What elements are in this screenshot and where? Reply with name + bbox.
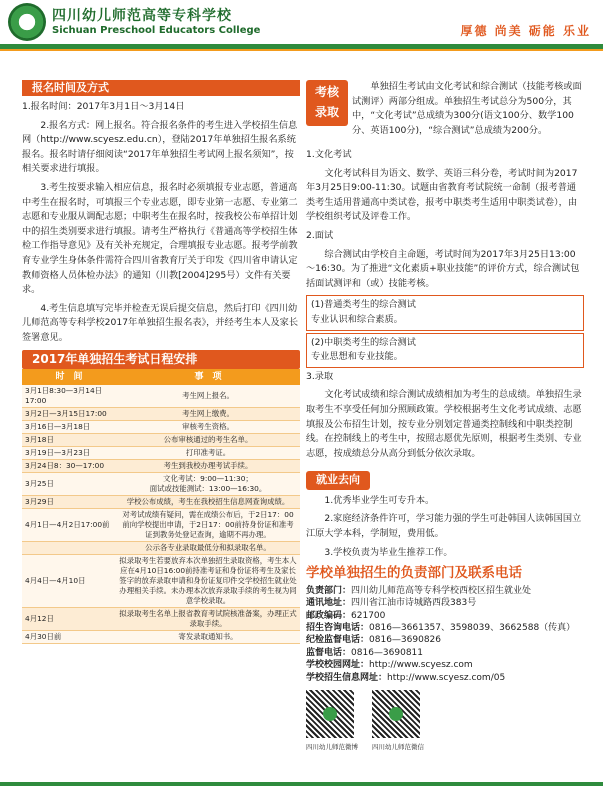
schedule-time: 3月1日8:30—3月14日17:00	[22, 385, 116, 408]
schedule-time: 4月1日—4月2日17:00前	[22, 508, 116, 541]
schedule-row	[22, 495, 300, 508]
schedule-row	[22, 630, 300, 643]
schedule-event: 公示各专业录取最低分和拟录取名单。	[116, 541, 300, 554]
schedule-event: 打印准考证。	[116, 446, 300, 459]
contact-line	[306, 659, 584, 671]
schedule-time: 3月24日8：30—17:00	[22, 459, 116, 472]
right-column	[306, 148, 584, 755]
contact-line	[306, 647, 584, 659]
vocational-box: (2)中职类考生的综合测试 专业思想和专业技能。	[306, 333, 584, 368]
schedule-event: 考生网上报名。	[116, 385, 300, 408]
contact-value: 0816—3690826	[369, 635, 442, 646]
schedule-event: 对考试成绩有疑问，需在成绩公布后，于2日17：00前向学校提出申请，于2日17：00前持身份证和准考证到教务处登记查询，逾期不再办理。	[116, 508, 300, 541]
schedule-col-time: 时 间	[22, 369, 116, 385]
schedule-time: 3月16日—3月18日	[22, 420, 116, 433]
contact-label: 纪检监督电话：	[306, 635, 370, 646]
schedule-row	[22, 420, 300, 433]
schedule-col-event: 事 项	[116, 369, 300, 385]
schedule-time: 4月12日	[22, 607, 116, 630]
contact-value: http://www.scyesz.com	[369, 660, 473, 671]
qr-weibo	[306, 690, 358, 755]
schedule-event: 考生到我校办理考试手续。	[116, 459, 300, 472]
registration-heading: 报名时间及方式	[22, 80, 300, 96]
qr-caption: 四川幼儿师范微信	[372, 743, 424, 752]
contact-line	[306, 672, 584, 684]
contact-line	[306, 634, 584, 646]
employment-item: 2.家庭经济条件许可，学习能力强的学生可赴韩国人读韩国国立江原大学本科，学制短，费用低。	[306, 513, 582, 540]
schedule-time: 3月25日	[22, 472, 116, 495]
schedule-row	[22, 508, 300, 541]
schedule-time	[22, 541, 116, 554]
registration-item: 2.报名方式：网上报名。符合报名条件的考生进入学校招生信息网（http://www.scyesz.edu.cn），登陆2017年单独招生报名系统报名。报名时请仔细阅读“2017年单独招生考试网上报名须知”，按相关要求进行填报。	[22, 119, 298, 175]
college-motto: 厚德 尚美 砺能 乐业	[460, 24, 591, 38]
employment-item: 1.优秀毕业学生可专升本。	[324, 494, 435, 506]
schedule-row	[22, 607, 300, 630]
employment-item: 3.学校负责为毕业生推荐工作。	[324, 546, 453, 558]
contact-line	[306, 610, 584, 622]
culture-heading: 1.文化考试	[306, 149, 352, 160]
schedule-event: 审核考生资格。	[116, 420, 300, 433]
schedule-row	[22, 385, 300, 408]
schedule-table	[22, 369, 300, 644]
schedule-time: 4月4日—4月10日	[22, 554, 116, 607]
contact-value: 0816—3690811	[351, 647, 424, 658]
schedule-time: 3月18日	[22, 433, 116, 446]
footer-bar	[0, 782, 603, 786]
contact-label: 招生咨询电话：	[306, 623, 370, 634]
schedule-row	[22, 459, 300, 472]
schedule-event: 学校公布成绩，考生在我校招生信息网查询成绩。	[116, 495, 300, 508]
exam-tag-text: 考核录取	[314, 85, 339, 119]
header-divider-accent	[0, 49, 603, 51]
schedule-event: 拟录取考生若要放弃本次单独招生录取资格，考生本人应在4月10日16:00前持准考证和身份证将考生及家长签字的放弃录取申请和身份证复印件交学校招生就业处办理相关手续。未办理本次放弃录取手续的考生视为同意学校录取。	[116, 554, 300, 607]
registration-item: 3.考生按要求输入相应信息，报名时必须填报专业志愿，普通高中考生在报名时，可填报三个专业志愿，即专业第一志愿、专业第二志愿和专业服从调配志愿；中职考生在报名时，按我校公布单招计划中的招生类别要求进行填报。请考生严格执行《普通高等学校招生体检工作指导意见》及有关补充规定，合理填报专业志愿。报考学前教育专业学生身体条件需符合四川省教育厅关于印发《四川省申请认定教师资格人员体检办法》的通知（川教[2004]295号）文件有关要求。	[22, 181, 298, 296]
qr-caption: 四川幼儿师范微博	[306, 743, 358, 752]
qr-codes	[306, 690, 584, 755]
schedule-time: 3月29日	[22, 495, 116, 508]
culture-text: 文化考试科目为语文、数学、英语三科分卷，考试时间为2017年3月25日9:00-11:30。试题由省教育考试院统一命制（报考普通类考生适用普通高中类试卷，报考中职类考生适用中职类试卷），由学校组织考试及评卷工作。	[306, 167, 578, 223]
exam-intro: 单独招生考试由文化考试和综合测试（技能考核或面试测评）两部分组成。单独招生考试总分为500分，其中，“文化考试”总成绩为300分(语文100分、数学100分、英语100分)，“综合测试”总成绩为200分。	[352, 81, 582, 136]
schedule-time: 3月19日—3月23日	[22, 446, 116, 459]
schedule-event: 寄发录取通知书。	[116, 630, 300, 643]
contact-label: 学校招生信息网址：	[306, 672, 388, 683]
qr-code-icon[interactable]	[306, 690, 354, 738]
exam-tag	[306, 80, 348, 126]
contact-value: 621700	[351, 610, 386, 621]
schedule-row	[22, 446, 300, 459]
schedule-row	[22, 433, 300, 446]
schedule-event: 考生网上缴费。	[116, 407, 300, 420]
qr-code-icon[interactable]	[372, 690, 420, 738]
interview-text: 综合测试由学校自主命题，考试时间为2017年3月25日13:00～16:30。为了推进“文化素质+职业技能”的评价方式，综合测试包括面试测评和（或）技能考核。	[306, 248, 580, 289]
schedule-row	[22, 554, 300, 607]
contact-list	[306, 585, 584, 684]
schedule-row	[22, 407, 300, 420]
interview-heading: 2.面试	[306, 229, 334, 241]
schedule-event: 拟录取考生名单上报省教育考试院核准备案，办理正式录取手续。	[116, 607, 300, 630]
contact-title: 学校单独招生的负责部门及联系电话	[306, 565, 522, 582]
contact-value: 四川省江油市诗城路西段383号	[351, 598, 477, 609]
schedule-row	[22, 541, 300, 554]
schedule-time: 3月2日—3月15日17:00	[22, 407, 116, 420]
registration-item: 1.报名时间：2017年3月1日～3月14日	[22, 101, 185, 112]
general-box: (1)普通类考生的综合测试 专业认识和综合素质。	[306, 295, 584, 330]
admission-text: 文化考试成绩和综合测试成绩相加为考生的总成绩。单独招生录取考生不享受任何加分照顾政策。学校根据考生文化考试成绩、志愿填报及公布招生计划，按专业分别划定普通类控制线和中职类控制线。在控制线上的考生中，按照志愿优先原则，根据考生类别、专业志愿，按成绩总分从高分到低分依次录取。	[306, 389, 582, 459]
college-logo-icon	[8, 3, 46, 41]
contact-line	[306, 597, 584, 609]
contact-line	[306, 585, 584, 597]
left-column	[22, 80, 300, 644]
contact-label: 监督电话：	[306, 647, 352, 658]
contact-line	[306, 622, 584, 634]
contact-label: 学校校园网址：	[306, 660, 370, 671]
contact-label: 负责部门：	[306, 585, 352, 596]
schedule-time: 4月30日前	[22, 630, 116, 643]
college-name-en: Sichuan Preschool Educators College	[52, 25, 261, 36]
schedule-event: 公布审核通过的考生名单。	[116, 433, 300, 446]
qr-wechat	[372, 690, 424, 755]
registration-item: 4.考生信息填写完毕并检查无误后提交信息，然后打印《四川幼儿师范高等专科学校2017年单独招生报名表》，并经考生本人及家长签署意见。	[22, 302, 299, 343]
contact-label: 邮政编码：	[306, 610, 352, 621]
admission-heading: 3.录取	[306, 370, 334, 382]
contact-value: 四川幼儿师范高等专科学校西校区招生就业处	[351, 585, 532, 596]
contact-label: 通讯地址：	[306, 598, 352, 609]
employment-tag: 就业去向	[306, 471, 370, 490]
page-header	[0, 0, 603, 52]
schedule-row	[22, 472, 300, 495]
contact-value: 0816—3661357、3598039、3662588（传真）	[369, 623, 576, 634]
schedule-body	[22, 385, 300, 644]
schedule-title: 2017年单独招生考试日程安排	[22, 350, 300, 369]
college-name-cn: 四川幼儿师范高等专科学校	[52, 8, 232, 24]
contact-value: http://www.scyesz.com/05	[387, 672, 506, 683]
schedule-event: 文化考试：9:00—11:30； 面试或技能测试：13:00—16:30。	[116, 472, 300, 495]
